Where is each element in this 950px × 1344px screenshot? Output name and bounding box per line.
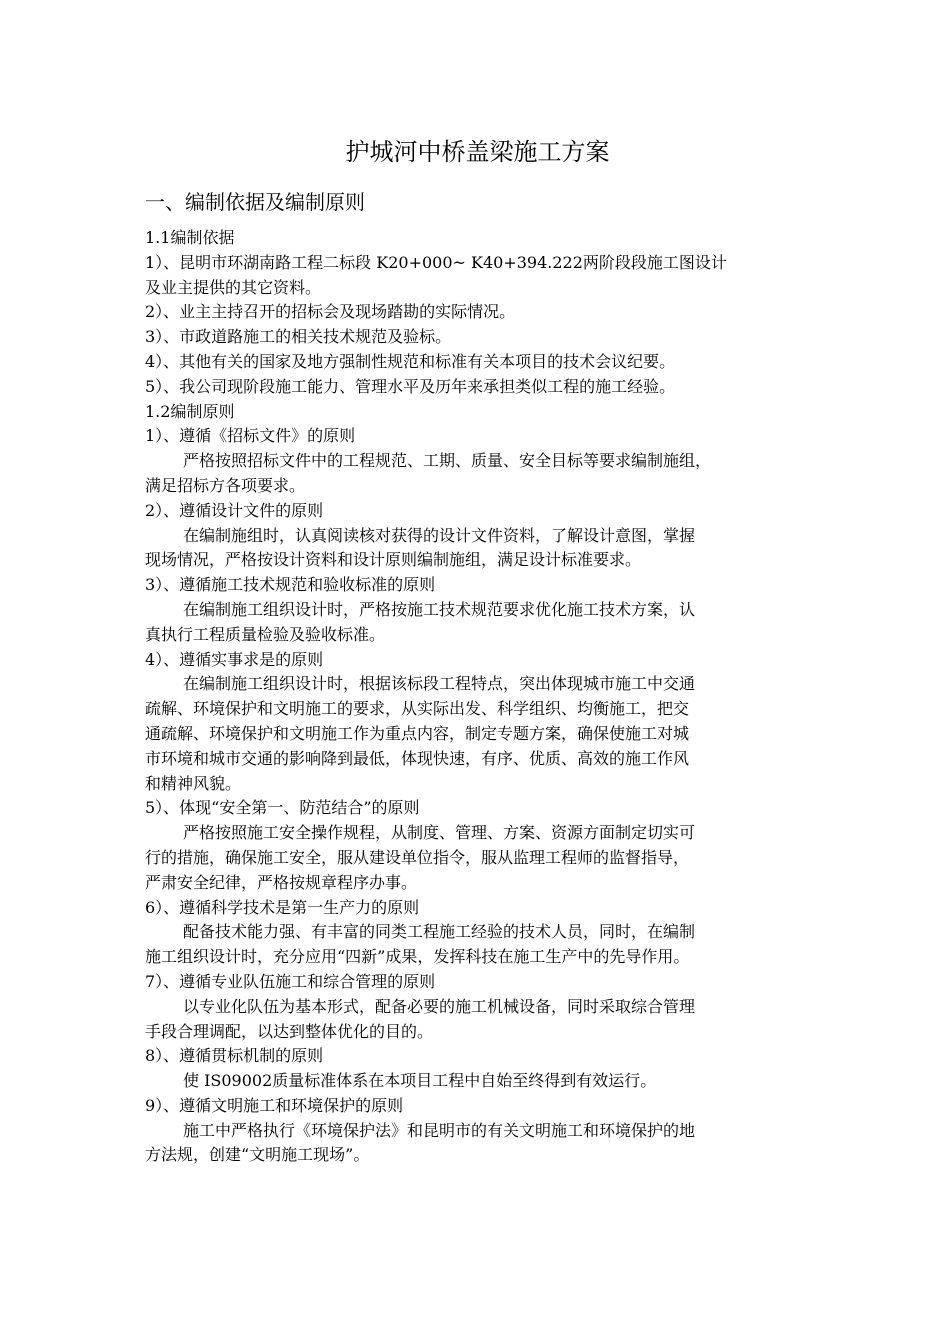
text-line: 配备技术能力强、有丰富的同类工程施工经验的技术人员，同时，在编制 xyxy=(183,922,696,942)
text-line: 1）、遵循《招标文件》的原则 xyxy=(145,426,356,446)
text-line: 2）、遵循设计文件的原则 xyxy=(145,500,324,520)
text-line: 以专业化队伍为基本形式，配备必要的施工机械设备，同时采取综合管理 xyxy=(183,996,696,1016)
text-line: 疏解、环境保护和文明施工的要求，从实际出发、科学组织、均衡施工，把交 xyxy=(145,699,690,719)
text-line: 行的措施，确保施工安全，服从建设单位指令，服从监理工程师的监督指导， xyxy=(145,847,690,867)
text-line: 严格按照施工安全操作规程，从制度、管理、方案、资源方面制定切实可 xyxy=(183,823,696,843)
text-line: 市环境和城市交通的影响降到最低，体现快速，有序、优质、高效的施工作风 xyxy=(145,748,690,768)
text-line: 2）、业主主持召开的招标会及现场踏勘的实际情况。 xyxy=(145,302,516,322)
text-line: 8）、遵循贯标机制的原则 xyxy=(145,1046,324,1066)
document-body xyxy=(145,226,810,1168)
text-line: 严肃安全纪律，严格按规章程序办事。 xyxy=(145,872,418,892)
text-line: 真执行工程质量检验及验收标准。 xyxy=(145,624,386,644)
text-line: 在编制施工组织设计时，根据该标段工程特点，突出体现城市施工中交通 xyxy=(183,674,696,694)
text-line: 方法规，创建“文明施工现场”。 xyxy=(145,1145,370,1165)
text-line: 通疏解、环境保护和文明施工作为重点内容，制定专题方案，确保使施工对城 xyxy=(145,723,690,743)
text-line: 9）、遵循文明施工和环境保护的原则 xyxy=(145,1095,404,1115)
text-line: 施工组织设计时，充分应用“四新”成果，发挥科技在施工生产中的先导作用。 xyxy=(145,947,690,967)
text-line: 和精神风貌。 xyxy=(145,773,242,793)
text-line: 手段合理调配，以达到整体优化的目的。 xyxy=(145,1021,434,1041)
text-line: 及业主提供的其它资料。 xyxy=(145,277,322,297)
text-line: 1.2编制原则 xyxy=(145,401,235,421)
text-line: 严格按照招标文件中的工程规范、工期、质量、安全目标等要求编制施组， xyxy=(183,451,712,471)
text-line: 5）、体现“安全第一、防范结合”的原则 xyxy=(145,798,420,818)
text-line: 满足招标方各项要求。 xyxy=(145,475,306,495)
text-line: 在编制施组时，认真阅读核对获得的设计文件资料，了解设计意图，掌握 xyxy=(183,525,696,545)
text-line: 施工中严格执行《环境保护法》和昆明市的有关文明施工和环境保护的地 xyxy=(183,1120,696,1140)
text-line: 4）、其他有关的国家及地方强制性规范和标准有关本项目的技术会议纪要。 xyxy=(145,351,676,371)
text-line: 在编制施工组织设计时，严格按施工技术规范要求优化施工技术方案，认 xyxy=(183,599,696,619)
text-line: 3）、遵循施工技术规范和验收标准的原则 xyxy=(145,575,436,595)
text-line: 使 IS09002质量标准体系在本项目工程中自始至终得到有效运行。 xyxy=(183,1071,657,1091)
text-line: 现场情况，严格按设计资料和设计原则编制施组，满足设计标准要求。 xyxy=(145,550,642,570)
document-title: 护城河中桥盖梁施工方案 xyxy=(345,138,610,166)
section-heading: 一、编制依据及编制原则 xyxy=(145,190,365,214)
text-line: 4）、遵循实事求是的原则 xyxy=(145,649,324,669)
text-line: 5）、我公司现阶段施工能力、管理水平及历年来承担类似工程的施工经验。 xyxy=(145,376,676,396)
text-line: 3）、市政道路施工的相关技术规范及验标。 xyxy=(145,327,452,347)
text-line: 6）、遵循科学技术是第一生产力的原则 xyxy=(145,897,420,917)
text-line: 7）、遵循专业队伍施工和综合管理的原则 xyxy=(145,971,436,991)
text-line: 1）、昆明市环湖南路工程二标段 K20+000~ K40+394.222两阶段段施工图设计 xyxy=(145,252,727,272)
text-line: 1.1编制依据 xyxy=(145,228,235,247)
